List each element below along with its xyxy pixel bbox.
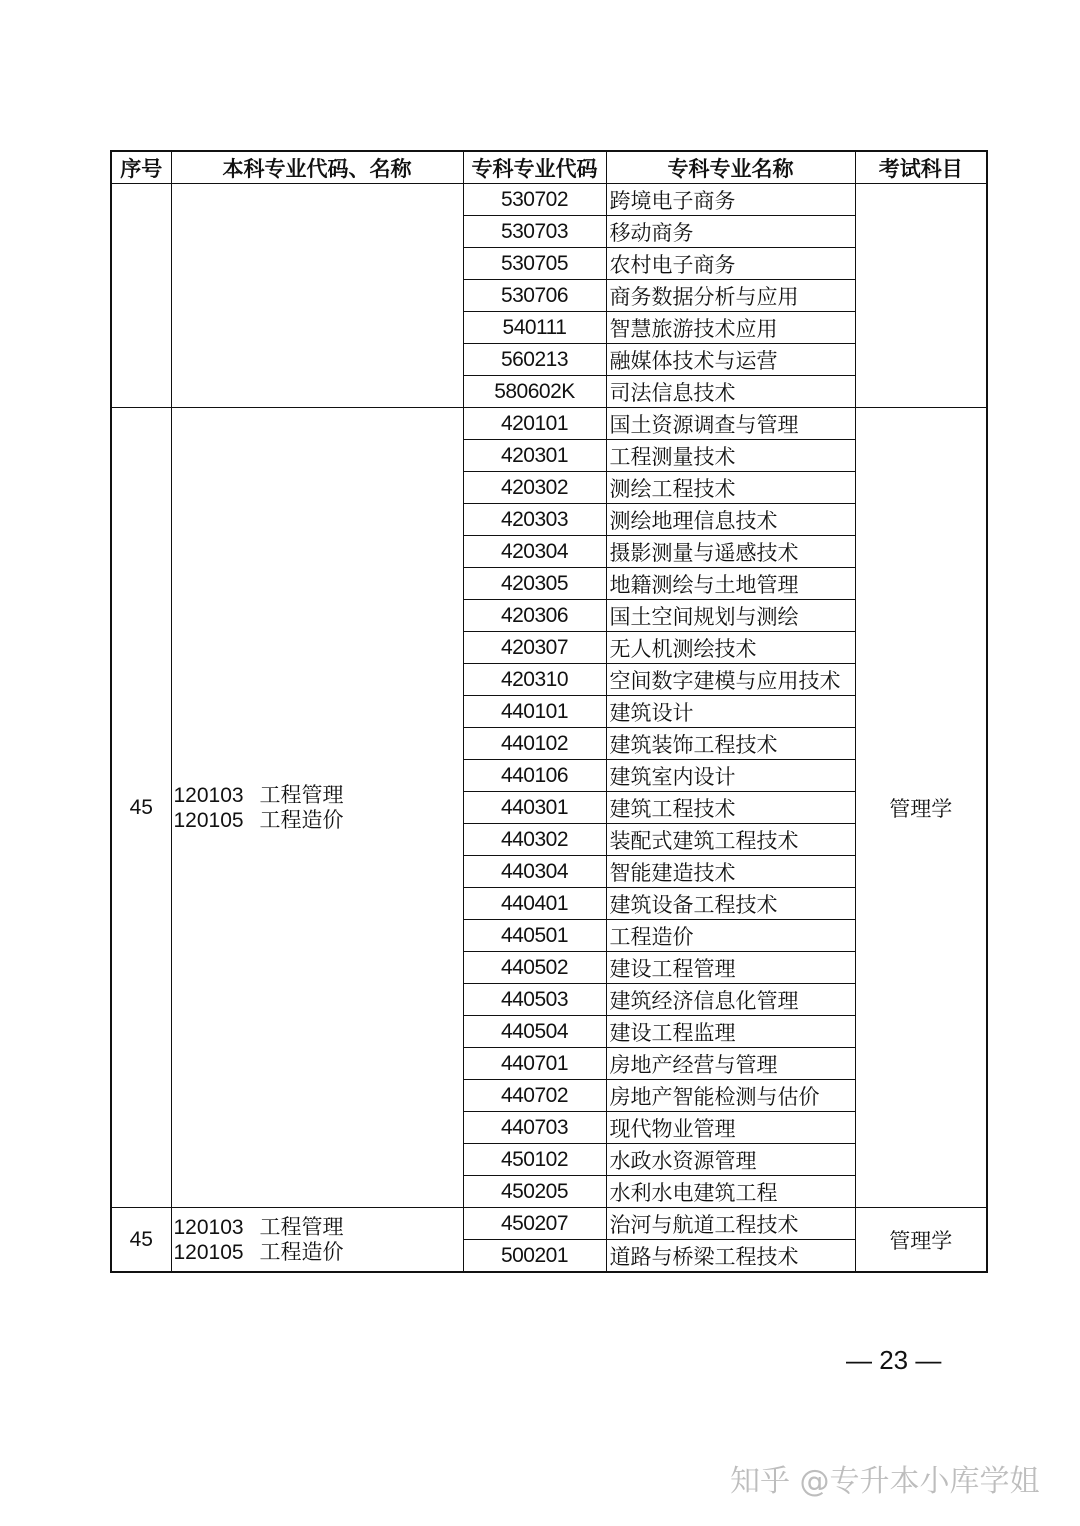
table-header <box>111 151 987 184</box>
major-code: 440503 <box>463 984 606 1016</box>
bachelor-cell <box>171 1208 463 1273</box>
major-name: 工程造价 <box>606 920 855 952</box>
major-code: 420306 <box>463 600 606 632</box>
seq-cell <box>111 184 171 408</box>
bachelor-code: 120103 <box>173 783 244 807</box>
major-name: 建筑经济信息化管理 <box>606 984 855 1016</box>
major-name: 测绘地理信息技术 <box>606 504 855 536</box>
major-code: 450102 <box>463 1144 606 1176</box>
bachelor-name: 工程管理 <box>259 782 344 807</box>
major-code: 440401 <box>463 888 606 920</box>
major-code: 450205 <box>463 1176 606 1208</box>
document-page <box>110 150 988 1273</box>
bachelor-major <box>174 1215 463 1240</box>
major-name: 建设工程监理 <box>606 1016 855 1048</box>
major-code: 420101 <box>463 408 606 440</box>
bachelor-name: 工程管理 <box>259 1214 344 1239</box>
major-name: 农村电子商务 <box>606 248 855 280</box>
major-name: 融媒体技术与运营 <box>606 344 855 376</box>
bachelor-code: 120103 <box>173 1215 244 1239</box>
major-name: 摄影测量与遥感技术 <box>606 536 855 568</box>
major-name: 建筑工程技术 <box>606 792 855 824</box>
bachelor-cell <box>171 408 463 1208</box>
major-code: 420302 <box>463 472 606 504</box>
bachelor-major <box>174 783 463 808</box>
subject-cell <box>855 184 987 408</box>
major-code: 440102 <box>463 728 606 760</box>
major-name: 水利水电建筑工程 <box>606 1176 855 1208</box>
major-name: 空间数字建模与应用技术 <box>606 664 855 696</box>
major-code: 580602K <box>463 376 606 408</box>
major-code: 530706 <box>463 280 606 312</box>
watermark: 知乎 @专升本小库学姐 <box>730 1464 1040 1499</box>
major-name: 工程测量技术 <box>606 440 855 472</box>
major-code: 420303 <box>463 504 606 536</box>
bachelor-name: 工程造价 <box>259 1239 344 1264</box>
major-name: 国土空间规划与测绘 <box>606 600 855 632</box>
major-name: 房地产智能检测与估价 <box>606 1080 855 1112</box>
major-name: 无人机测绘技术 <box>606 632 855 664</box>
major-name: 建筑装饰工程技术 <box>606 728 855 760</box>
bachelor-major <box>174 1240 463 1265</box>
major-code: 420301 <box>463 440 606 472</box>
major-name: 治河与航道工程技术 <box>606 1208 855 1240</box>
major-name: 建筑设备工程技术 <box>606 888 855 920</box>
major-code: 440702 <box>463 1080 606 1112</box>
bachelor-code: 120105 <box>173 808 244 832</box>
major-name: 水政水资源管理 <box>606 1144 855 1176</box>
major-table <box>110 150 988 1273</box>
page-number: — 23 — <box>846 1345 942 1375</box>
major-name: 建筑设计 <box>606 696 855 728</box>
major-code: 440501 <box>463 920 606 952</box>
major-code: 530705 <box>463 248 606 280</box>
major-name: 建筑室内设计 <box>606 760 855 792</box>
header-code: 专科专业代码 <box>463 151 606 184</box>
major-code: 440301 <box>463 792 606 824</box>
major-code: 540111 <box>463 312 606 344</box>
seq-cell: 45 <box>111 1208 171 1273</box>
major-code: 450207 <box>463 1208 606 1240</box>
major-name: 装配式建筑工程技术 <box>606 824 855 856</box>
table-row <box>111 408 987 440</box>
major-name: 跨境电子商务 <box>606 184 855 216</box>
major-name: 商务数据分析与应用 <box>606 280 855 312</box>
major-code: 440304 <box>463 856 606 888</box>
bachelor-name: 工程造价 <box>259 807 344 832</box>
major-code: 530703 <box>463 216 606 248</box>
header-name: 专科专业名称 <box>606 151 855 184</box>
bachelor-cell <box>171 184 463 408</box>
subject-cell: 管理学 <box>855 408 987 1208</box>
major-name: 房地产经营与管理 <box>606 1048 855 1080</box>
major-name: 国土资源调查与管理 <box>606 408 855 440</box>
major-code: 440703 <box>463 1112 606 1144</box>
major-code: 440504 <box>463 1016 606 1048</box>
major-code: 440101 <box>463 696 606 728</box>
major-code: 500201 <box>463 1240 606 1273</box>
header-subject: 考试科目 <box>855 151 987 184</box>
major-code: 560213 <box>463 344 606 376</box>
major-name: 地籍测绘与土地管理 <box>606 568 855 600</box>
header-seq: 序号 <box>111 151 171 184</box>
major-name: 现代物业管理 <box>606 1112 855 1144</box>
seq-cell: 45 <box>111 408 171 1208</box>
major-name: 建设工程管理 <box>606 952 855 984</box>
major-name: 道路与桥梁工程技术 <box>606 1240 855 1273</box>
major-code: 530702 <box>463 184 606 216</box>
subject-cell: 管理学 <box>855 1208 987 1273</box>
major-code: 420304 <box>463 536 606 568</box>
table-row <box>111 184 987 216</box>
table-body <box>111 184 987 1273</box>
table-row <box>111 1208 987 1240</box>
major-code: 440502 <box>463 952 606 984</box>
major-code: 420310 <box>463 664 606 696</box>
major-name: 司法信息技术 <box>606 376 855 408</box>
major-code: 420305 <box>463 568 606 600</box>
bachelor-code: 120105 <box>173 1240 244 1264</box>
major-name: 智能建造技术 <box>606 856 855 888</box>
major-name: 移动商务 <box>606 216 855 248</box>
major-code: 420307 <box>463 632 606 664</box>
major-code: 440106 <box>463 760 606 792</box>
major-name: 测绘工程技术 <box>606 472 855 504</box>
major-code: 440701 <box>463 1048 606 1080</box>
major-name: 智慧旅游技术应用 <box>606 312 855 344</box>
major-code: 440302 <box>463 824 606 856</box>
header-bachelor: 本科专业代码、名称 <box>171 151 463 184</box>
bachelor-major <box>174 808 463 833</box>
